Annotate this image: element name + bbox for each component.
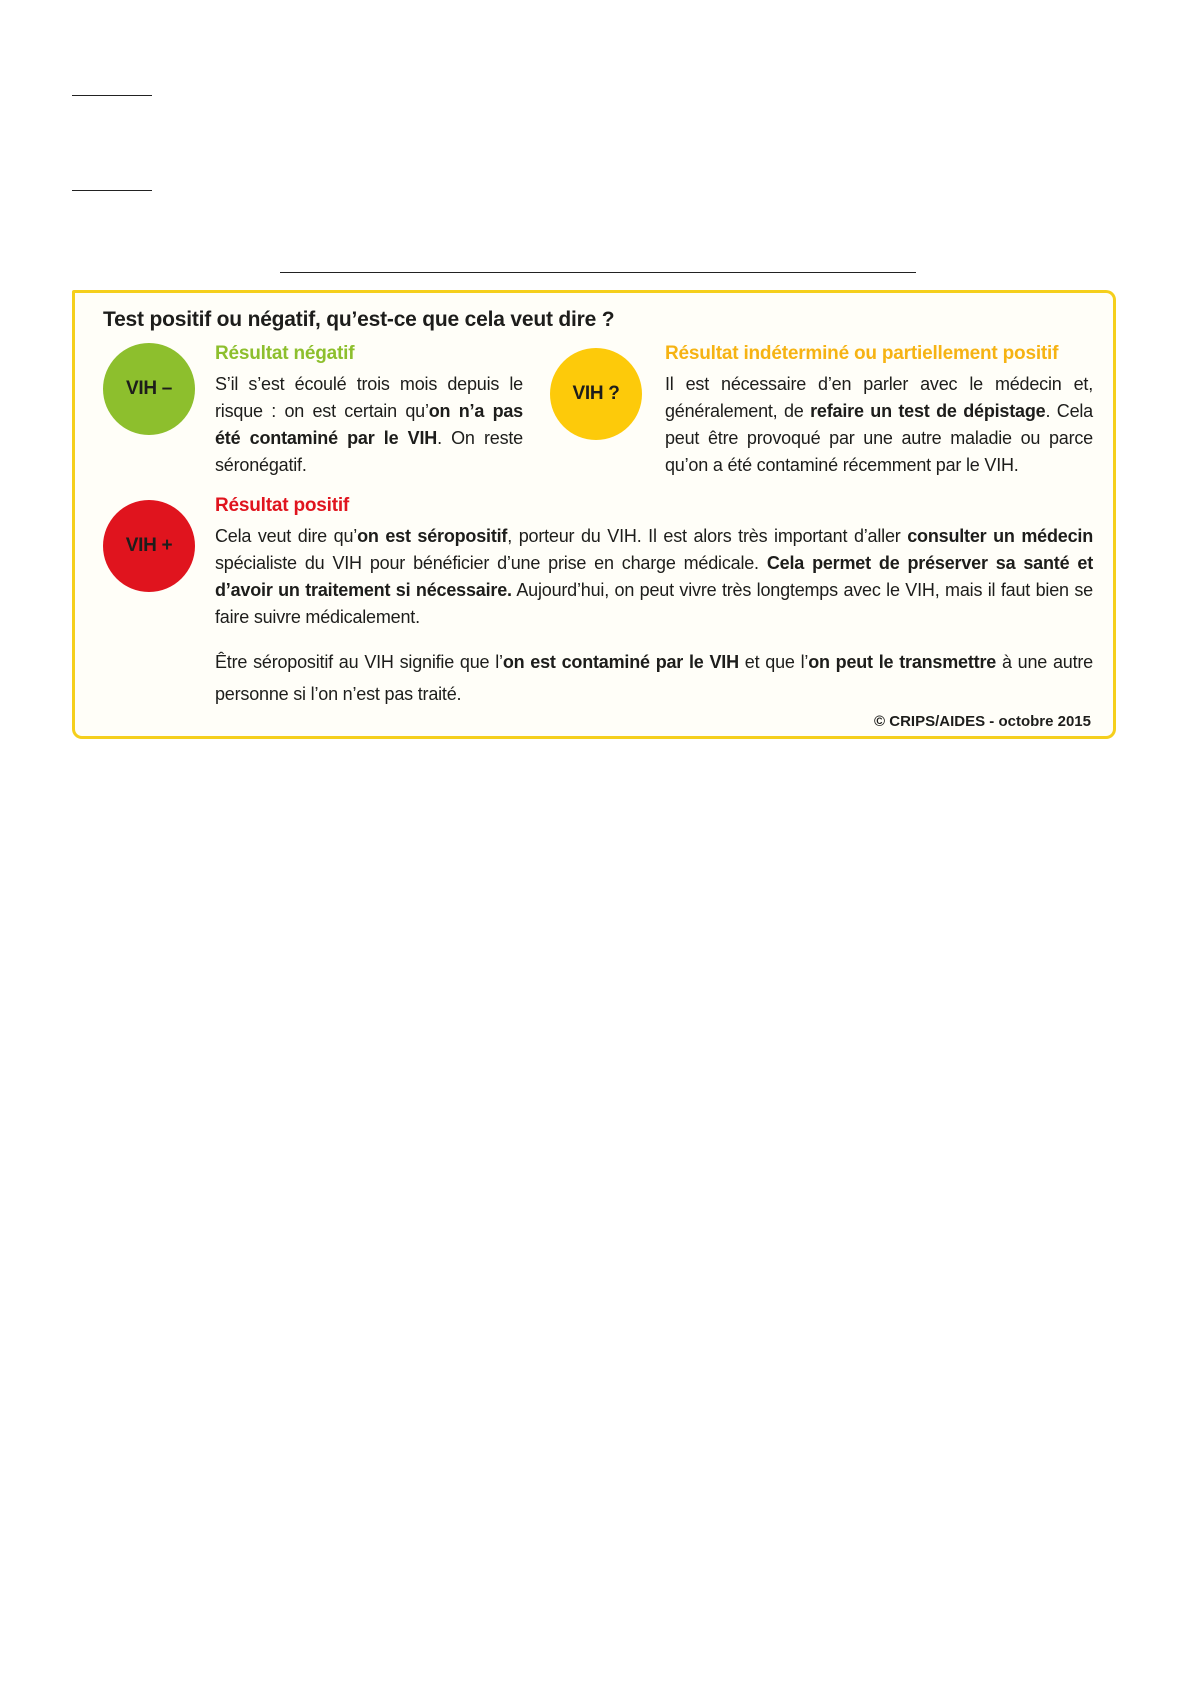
positive-badge-icon (103, 500, 195, 592)
text-segment: Être séropositif au VIH signifie que l’ (215, 652, 503, 672)
negative-description (215, 371, 523, 479)
text-segment: Il est nécessaire d’en parler avec le médecin et, généralement, de (665, 374, 1093, 421)
blank-line-3 (280, 272, 916, 273)
positive-heading: Résultat positif (215, 495, 350, 516)
emphasized-text: on n’a pas été contaminé par le VIH (215, 401, 523, 448)
text-segment: . On reste séronégatif. (215, 428, 523, 475)
negative-badge-icon (103, 343, 195, 435)
copyright-credit: © CRIPS/AIDES - octobre 2015 (874, 713, 1091, 730)
blank-line-2 (72, 190, 152, 191)
hiv-test-info-card (72, 290, 1116, 739)
text-segment: et que l’ (738, 652, 809, 672)
positive-description (215, 523, 1093, 631)
indeterminate-description (665, 371, 1093, 479)
emphasized-text: on peut le transmettre (808, 652, 997, 672)
emphasized-text: on est contaminé par le VIH (502, 652, 739, 672)
indeterminate-badge-label: VIH ? (572, 383, 620, 404)
text-segment: spécialiste du VIH pour bénéficier d’une prise en charge médicale. (215, 553, 767, 573)
negative-heading: Résultat négatif (215, 343, 355, 364)
emphasized-text: on est séropositif (357, 526, 508, 546)
blank-line-1 (72, 95, 152, 96)
card-title: Test positif ou négatif, qu’est-ce que cela veut dire ? (103, 308, 615, 331)
seropositive-note (215, 646, 1093, 710)
text-segment: Cela veut dire qu’ (215, 526, 358, 546)
text-segment: Aujourd’hui, on peut vivre très longtemps avec le VIH, mais il faut bien se faire suivre médicalement. (215, 580, 1093, 627)
emphasized-text: Cela permet de préserver sa santé et d’avoir un traitement si nécessaire. (215, 553, 1093, 600)
text-segment: . Cela peut être provoqué par une autre maladie ou parce qu’on a été contaminé récemment par le VIH. (665, 401, 1093, 475)
indeterminate-heading: Résultat indéterminé ou partiellement positif (665, 343, 1059, 364)
text-segment: S’il s’est écoulé trois mois depuis le risque : on est certain qu’ (215, 374, 523, 421)
emphasized-text: refaire un test de dépistage (810, 401, 1046, 421)
emphasized-text: consulter un médecin (907, 526, 1094, 546)
positive-badge-label: VIH + (125, 535, 173, 556)
negative-badge-label: VIH – (125, 378, 173, 399)
text-segment: , porteur du VIH. Il est alors très important d’aller (507, 526, 908, 546)
text-segment: à une autre personne si l’on n’est pas traité. (215, 652, 1093, 704)
indeterminate-badge-icon (550, 348, 642, 440)
